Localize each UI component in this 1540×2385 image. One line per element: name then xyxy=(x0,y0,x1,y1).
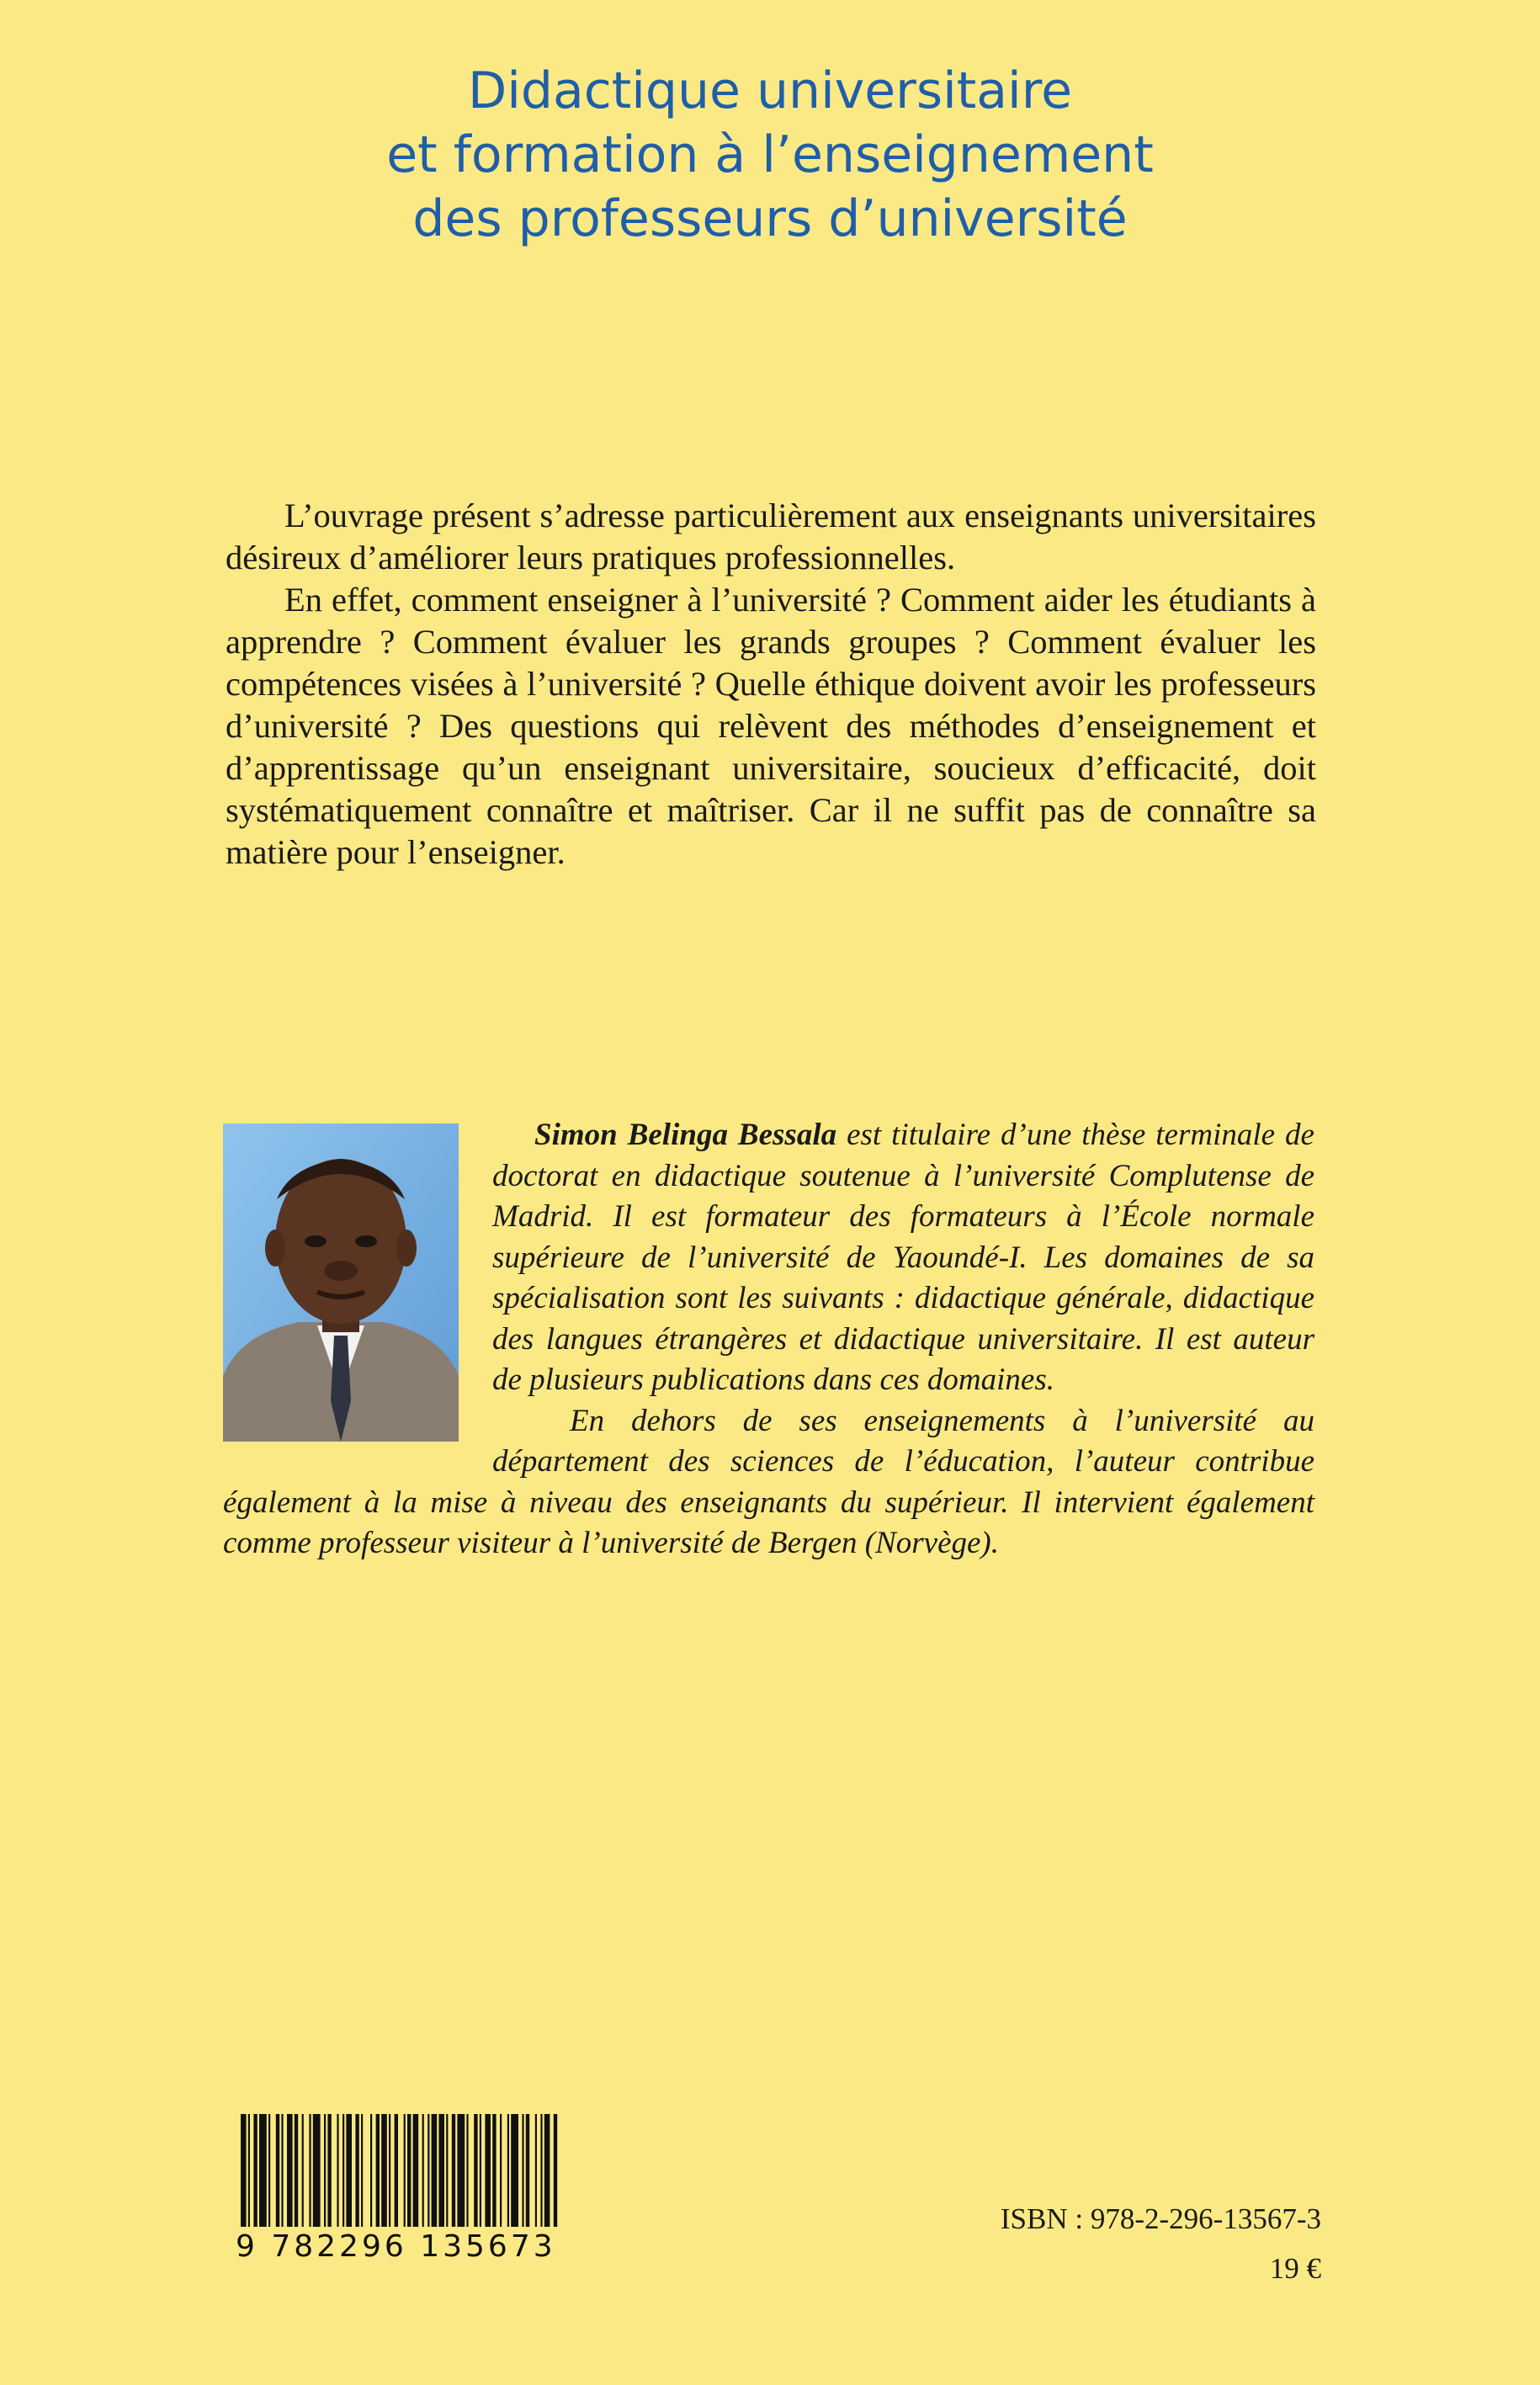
author-name: Simon Belinga Bessala xyxy=(534,1118,837,1152)
barcode-bar xyxy=(554,2114,557,2232)
barcode-bar xyxy=(474,2114,477,2232)
barcode-bar xyxy=(355,2114,358,2232)
barcode-bar xyxy=(544,2114,550,2232)
price: 19 € xyxy=(1269,2252,1321,2285)
barcode-bar xyxy=(500,2114,502,2232)
barcode-bar xyxy=(295,2114,298,2232)
barcode-bar xyxy=(276,2114,279,2232)
book-summary xyxy=(226,495,1316,874)
barcode-bar xyxy=(540,2114,542,2232)
barcode-bar xyxy=(343,2114,344,2232)
barcode-bar xyxy=(253,2114,257,2232)
barcode-bar xyxy=(259,2114,267,2232)
title-line-3: des professeurs d’université xyxy=(412,189,1128,248)
barcode-bar xyxy=(327,2114,331,2232)
barcode-bar xyxy=(268,2114,270,2232)
barcode-bar xyxy=(485,2114,491,2232)
barcode-bar xyxy=(438,2114,444,2232)
barcode-bar xyxy=(535,2114,537,2232)
barcode-bar xyxy=(370,2114,372,2232)
barcode-bar xyxy=(452,2114,455,2232)
photo-space xyxy=(223,1115,492,1447)
barcode-bar xyxy=(511,2114,518,2232)
barcode-bar xyxy=(361,2114,363,2232)
barcode-bar xyxy=(457,2114,465,2232)
barcode-bar xyxy=(281,2114,283,2232)
barcode-bar xyxy=(309,2114,311,2232)
barcode-bar xyxy=(432,2114,438,2232)
barcode-bar xyxy=(492,2114,496,2232)
barcode-bar xyxy=(526,2114,529,2232)
isbn: ISBN : 978-2-296-13567-3 xyxy=(1000,2202,1321,2235)
bio-paragraph-1-text: est titulaire d’une thèse terminale de doctorat en didactique soutenue à l’université Complutense de Madrid. Il est formateur des formateurs à l’École normale supérieure de l’université de Yaoundé-I. Les domaines de sa spécialisation sont les suivants : didactique générale, didactique des langues étrangères et didactique universitaire. Il est auteur de plusieurs publications dans ces domaines. xyxy=(492,1118,1314,1397)
barcode-bar xyxy=(466,2114,468,2232)
barcode-bar xyxy=(413,2114,419,2232)
barcode-bar xyxy=(446,2114,448,2232)
barcode-bar xyxy=(507,2114,509,2232)
barcode-bar xyxy=(522,2114,523,2232)
summary-paragraph-2: En effet, comment enseigner à l’université ? Comment aider les étudiants à apprendre ? Comment évaluer les grands groupes ? Comment évaluer les compétences visées à l’université ? Quelle éthique doivent avoir les professeurs d’université ? Des questions qui relèvent des méthodes d’enseignement et d’apprentissage qu’un enseignant universitaire, soucieux d’efficacité, doit systématiquement connaître et maîtriser. Car il ne suffit pas de connaître sa matière pour l’enseigner. xyxy=(226,581,1316,871)
barcode-bar xyxy=(422,2114,424,2232)
book-title xyxy=(0,59,1540,251)
author-biography xyxy=(223,1115,1314,1564)
barcode-digits: 9 782296 135673 xyxy=(236,2227,564,2267)
barcode-bar xyxy=(324,2114,326,2232)
barcode-bar xyxy=(381,2114,387,2232)
barcode-bar xyxy=(376,2114,380,2232)
barcode-bar xyxy=(302,2114,304,2232)
barcode-bar xyxy=(407,2114,411,2232)
barcode-bar xyxy=(480,2114,481,2232)
barcode-bar xyxy=(337,2114,338,2232)
barcode-bar xyxy=(395,2114,398,2232)
title-line-2: et formation à l’enseignement xyxy=(386,125,1154,184)
barcode-bar xyxy=(287,2114,293,2232)
barcode-bar xyxy=(346,2114,352,2232)
summary-paragraph-1: L’ouvrage présent s’adresse particulièrement aux enseignants universitaires désireux d’améliorer leurs pratiques professionnelles. xyxy=(226,497,1316,576)
barcode-bar xyxy=(313,2114,321,2232)
barcode-bar xyxy=(404,2114,406,2232)
bio-paragraph-2-text: En dehors de ses enseignements à l’université au département des sciences de l’éducation, l’auteur contribue également à la mise à niveau des enseignants du supérieur. Il intervient également comme professeur visiteur à l’université de Bergen (Norvège). xyxy=(223,1403,1314,1560)
title-line-1: Didactique universitaire xyxy=(468,61,1072,120)
barcode-bar xyxy=(427,2114,429,2232)
barcode-bar xyxy=(389,2114,390,2232)
